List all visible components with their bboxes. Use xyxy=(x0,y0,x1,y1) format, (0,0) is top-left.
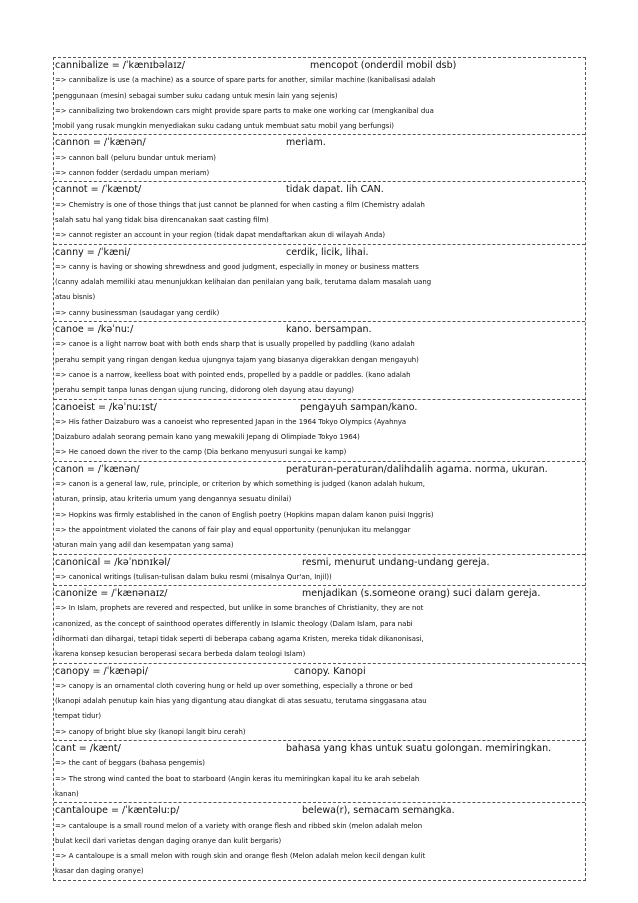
entry-example-line: => canoe is a light narrow boat with both ends sharp that is usually propelled by paddling (kano adalah xyxy=(55,340,415,349)
dictionary-entry xyxy=(54,135,585,182)
entry-term: canon = /ˈkænən/ xyxy=(55,463,140,475)
entry-example-line: aturan, prinsip, atau kriteria umum yang dengannya sesuatu dinilai) xyxy=(55,495,292,504)
entry-headline xyxy=(54,182,585,197)
entry-example-line: dihormati dan dihargai, tetapi tidak seperti di beberapa cabang agama Kristen, mereka tidak dikanonisasi, xyxy=(55,634,424,643)
dictionary-entry xyxy=(54,182,585,244)
entry-headline xyxy=(54,245,585,260)
dictionary-entry xyxy=(54,555,585,587)
entry-headline xyxy=(54,586,585,601)
entry-example-line: => cannibalize is use (a machine) as a source of spare parts for another, similar machine (kanibalisasi adalah xyxy=(55,76,436,85)
entry-term: canopy = /ˈkænəpi/ xyxy=(55,665,148,677)
entry-meaning: tidak dapat. lih CAN. xyxy=(286,184,384,196)
entry-example-line: perahu sempit yang ringan dengan kedua ujungnya tajam yang biasanya digerakkan dengan mengayuh) xyxy=(55,355,419,364)
entry-example-line: => canopy is an ornamental cloth covering hung or held up over something, especially a throne or bed xyxy=(55,681,413,690)
entry-meaning: menjadikan (s.someone orang) suci dalam gereja. xyxy=(302,588,541,600)
dictionary-entry xyxy=(54,586,585,663)
entry-meaning: pengayuh sampan/kano. xyxy=(300,401,418,413)
entry-headline xyxy=(54,322,585,337)
entry-example-line: canonized, as the concept of sainthood operates differently in Islamic theology (Dalam Islam, para nabi xyxy=(55,619,413,628)
entry-term: cannibalize = /ˈkænɪbəlaɪz/ xyxy=(55,60,185,71)
entry-meaning: kano. bersampan. xyxy=(286,324,372,336)
entry-headline xyxy=(54,803,585,818)
entry-example-line: salah satu hal yang tidak bisa direncanakan saat casting film) xyxy=(55,215,269,224)
entry-example-line: => canon is a general law, rule, principle, or criterion by which something is judged (kanon adalah hukum, xyxy=(55,480,425,489)
entry-term: cannot = /ˈkænɒt/ xyxy=(55,184,142,196)
entry-example-line: => cannon ball (peluru bundar untuk meriam) xyxy=(55,153,216,162)
entry-headline xyxy=(54,400,585,415)
entry-example-line: => Chemistry is one of those things that just cannot be planned for when casting a film (Chemistry adalah xyxy=(55,200,425,209)
entry-term: cant = /kænt/ xyxy=(55,743,121,755)
entry-example-line: mobil yang rusak mungkin menyediakan suku cadang untuk membuat satu mobil yang berfungsi) xyxy=(55,122,394,131)
entry-meaning: canopy. Kanopi xyxy=(294,665,366,677)
entry-headline xyxy=(54,555,585,570)
entry-example-line: => Hopkins was firmly established in the canon of English poetry (Hopkins mapan dalam kanon puisi Inggris) xyxy=(55,510,434,519)
entry-example-line: aturan main yang adil dan kesempatan yang sama) xyxy=(55,541,234,550)
dictionary-entry xyxy=(54,58,585,135)
entry-example-line: => A cantaloupe is a small melon with rough skin and orange flesh (Melon adalah melon kecil dengan kulit xyxy=(55,852,426,861)
entry-meaning: bahasa yang khas untuk suatu golongan. memiringkan. xyxy=(286,743,552,755)
entry-meaning: meriam. xyxy=(286,137,326,149)
dictionary-entries xyxy=(53,57,586,881)
entry-example-line: => canny is having or showing shrewdness and good judgment, especially in money or business matters xyxy=(55,262,419,271)
entry-example-line: perahu sempit tanpa lunas dengan ujung runcing, didorong oleh dayung atau dayung) xyxy=(55,386,354,395)
entry-example-line: => cannon fodder (serdadu umpan meriam) xyxy=(55,169,210,178)
entry-meaning: mencopot (onderdil mobil dsb) xyxy=(310,60,457,71)
entry-meaning: belewa(r), semacam semangka. xyxy=(302,805,455,817)
entry-example-line: (canny adalah memiliki atau menunjukkan kelihaian dan penilaian yang baik, terutama dalam masalah uang xyxy=(55,278,432,287)
entry-meaning: cerdik, licik, lihai. xyxy=(286,246,369,258)
entry-term: canonize = /ˈkænənaɪz/ xyxy=(55,588,168,600)
entry-example-line: => canny businessman (saudagar yang cerdik) xyxy=(55,308,220,317)
entry-headline xyxy=(54,664,585,679)
entry-headline xyxy=(54,135,585,150)
entry-headline xyxy=(54,462,585,477)
entry-example-line: tempat tidur) xyxy=(55,712,102,721)
entry-term: canoeist = /kəˈnuːɪst/ xyxy=(55,401,157,413)
entry-example-line: => His father Daizaburo was a canoeist who represented Japan in the 1964 Tokyo Olympics (Ayahnya xyxy=(55,417,407,426)
entry-headline xyxy=(54,741,585,756)
entry-example-line: => the appointment violated the canons of fair play and equal opportunity (penunjukan itu melanggar xyxy=(55,525,411,534)
entry-term: cantaloupe = /ˈkæntəluːp/ xyxy=(55,805,180,817)
entry-example-line: => canonical writings (tulisan-tulisan dalam buku resmi (misalnya Qur'an, Injil)) xyxy=(55,572,332,581)
entry-example-line: => cantaloupe is a small round melon of a variety with orange flesh and ribbed skin (melon adalah melon xyxy=(55,821,423,830)
dictionary-entry xyxy=(54,400,585,462)
entry-term: canonical = /kəˈnɒnɪkəl/ xyxy=(55,556,171,568)
entry-example-line: => the cant of beggars (bahasa pengemis) xyxy=(55,759,205,768)
entry-example-line: => canoe is a narrow, keelless boat with pointed ends, propelled by a paddle or paddles. (kano adalah xyxy=(55,370,411,379)
entry-example-line: penggunaan (mesin) sebagai sumber suku cadang untuk mesin lain yang sejenis) xyxy=(55,91,338,100)
entry-example-line: => The strong wind canted the boat to starboard (Angin keras itu memiringkan kapal itu ke arah sebelah xyxy=(55,774,420,783)
dictionary-entry xyxy=(54,462,585,555)
dictionary-entry xyxy=(54,322,585,399)
entry-example-line: => cannibalizing two brokendown cars might provide spare parts to make one working car (mengkanibal dua xyxy=(55,106,434,115)
entry-example-line: karena konsep kesucian beroperasi secara berbeda dalam teologi Islam) xyxy=(55,650,306,659)
entry-example-line: atau bisnis) xyxy=(55,293,96,302)
entry-example-line: bulat kecil dari varietas dengan daging oranye dan kulit bergaris) xyxy=(55,836,282,845)
entry-example-line: => He canoed down the river to the camp (Dia berkano menyusuri sungai ke kamp) xyxy=(55,448,347,457)
entry-term: canny = /ˈkæni/ xyxy=(55,246,131,258)
entry-example-line: Daizaburo adalah seorang pemain kano yang mewakili Jepang di Olimpiade Tokyo 1964) xyxy=(55,433,360,442)
entry-headline xyxy=(54,58,585,73)
entry-example-line: kasar dan daging oranye) xyxy=(55,867,144,876)
entry-example-line: (kanopi adalah penutup kain hias yang digantung atau diangkat di atas sesuatu, terutama singgasana atau xyxy=(55,697,427,706)
entry-example-line: => cannot register an account in your region (tidak dapat mendaftarkan akun di wilayah Anda) xyxy=(55,231,386,240)
entry-meaning: peraturan-peraturan/dalihdalih agama. norma, ukuran. xyxy=(286,463,548,475)
dictionary-entry xyxy=(54,803,585,879)
entry-term: canoe = /kəˈnuː/ xyxy=(55,324,134,336)
entry-meaning: resmi, menurut undang-undang gereja. xyxy=(302,556,490,568)
dictionary-entry xyxy=(54,664,585,741)
entry-example-line: kanan) xyxy=(55,789,79,798)
dictionary-entry xyxy=(54,245,585,322)
entry-term: cannon = /ˈkænən/ xyxy=(55,137,146,149)
dictionary-entry xyxy=(54,741,585,803)
entry-example-line: => canopy of bright blue sky (kanopi langit biru cerah) xyxy=(55,727,246,736)
entry-example-line: => In Islam, prophets are revered and respected, but unlike in some branches of Christianity, they are not xyxy=(55,604,424,613)
